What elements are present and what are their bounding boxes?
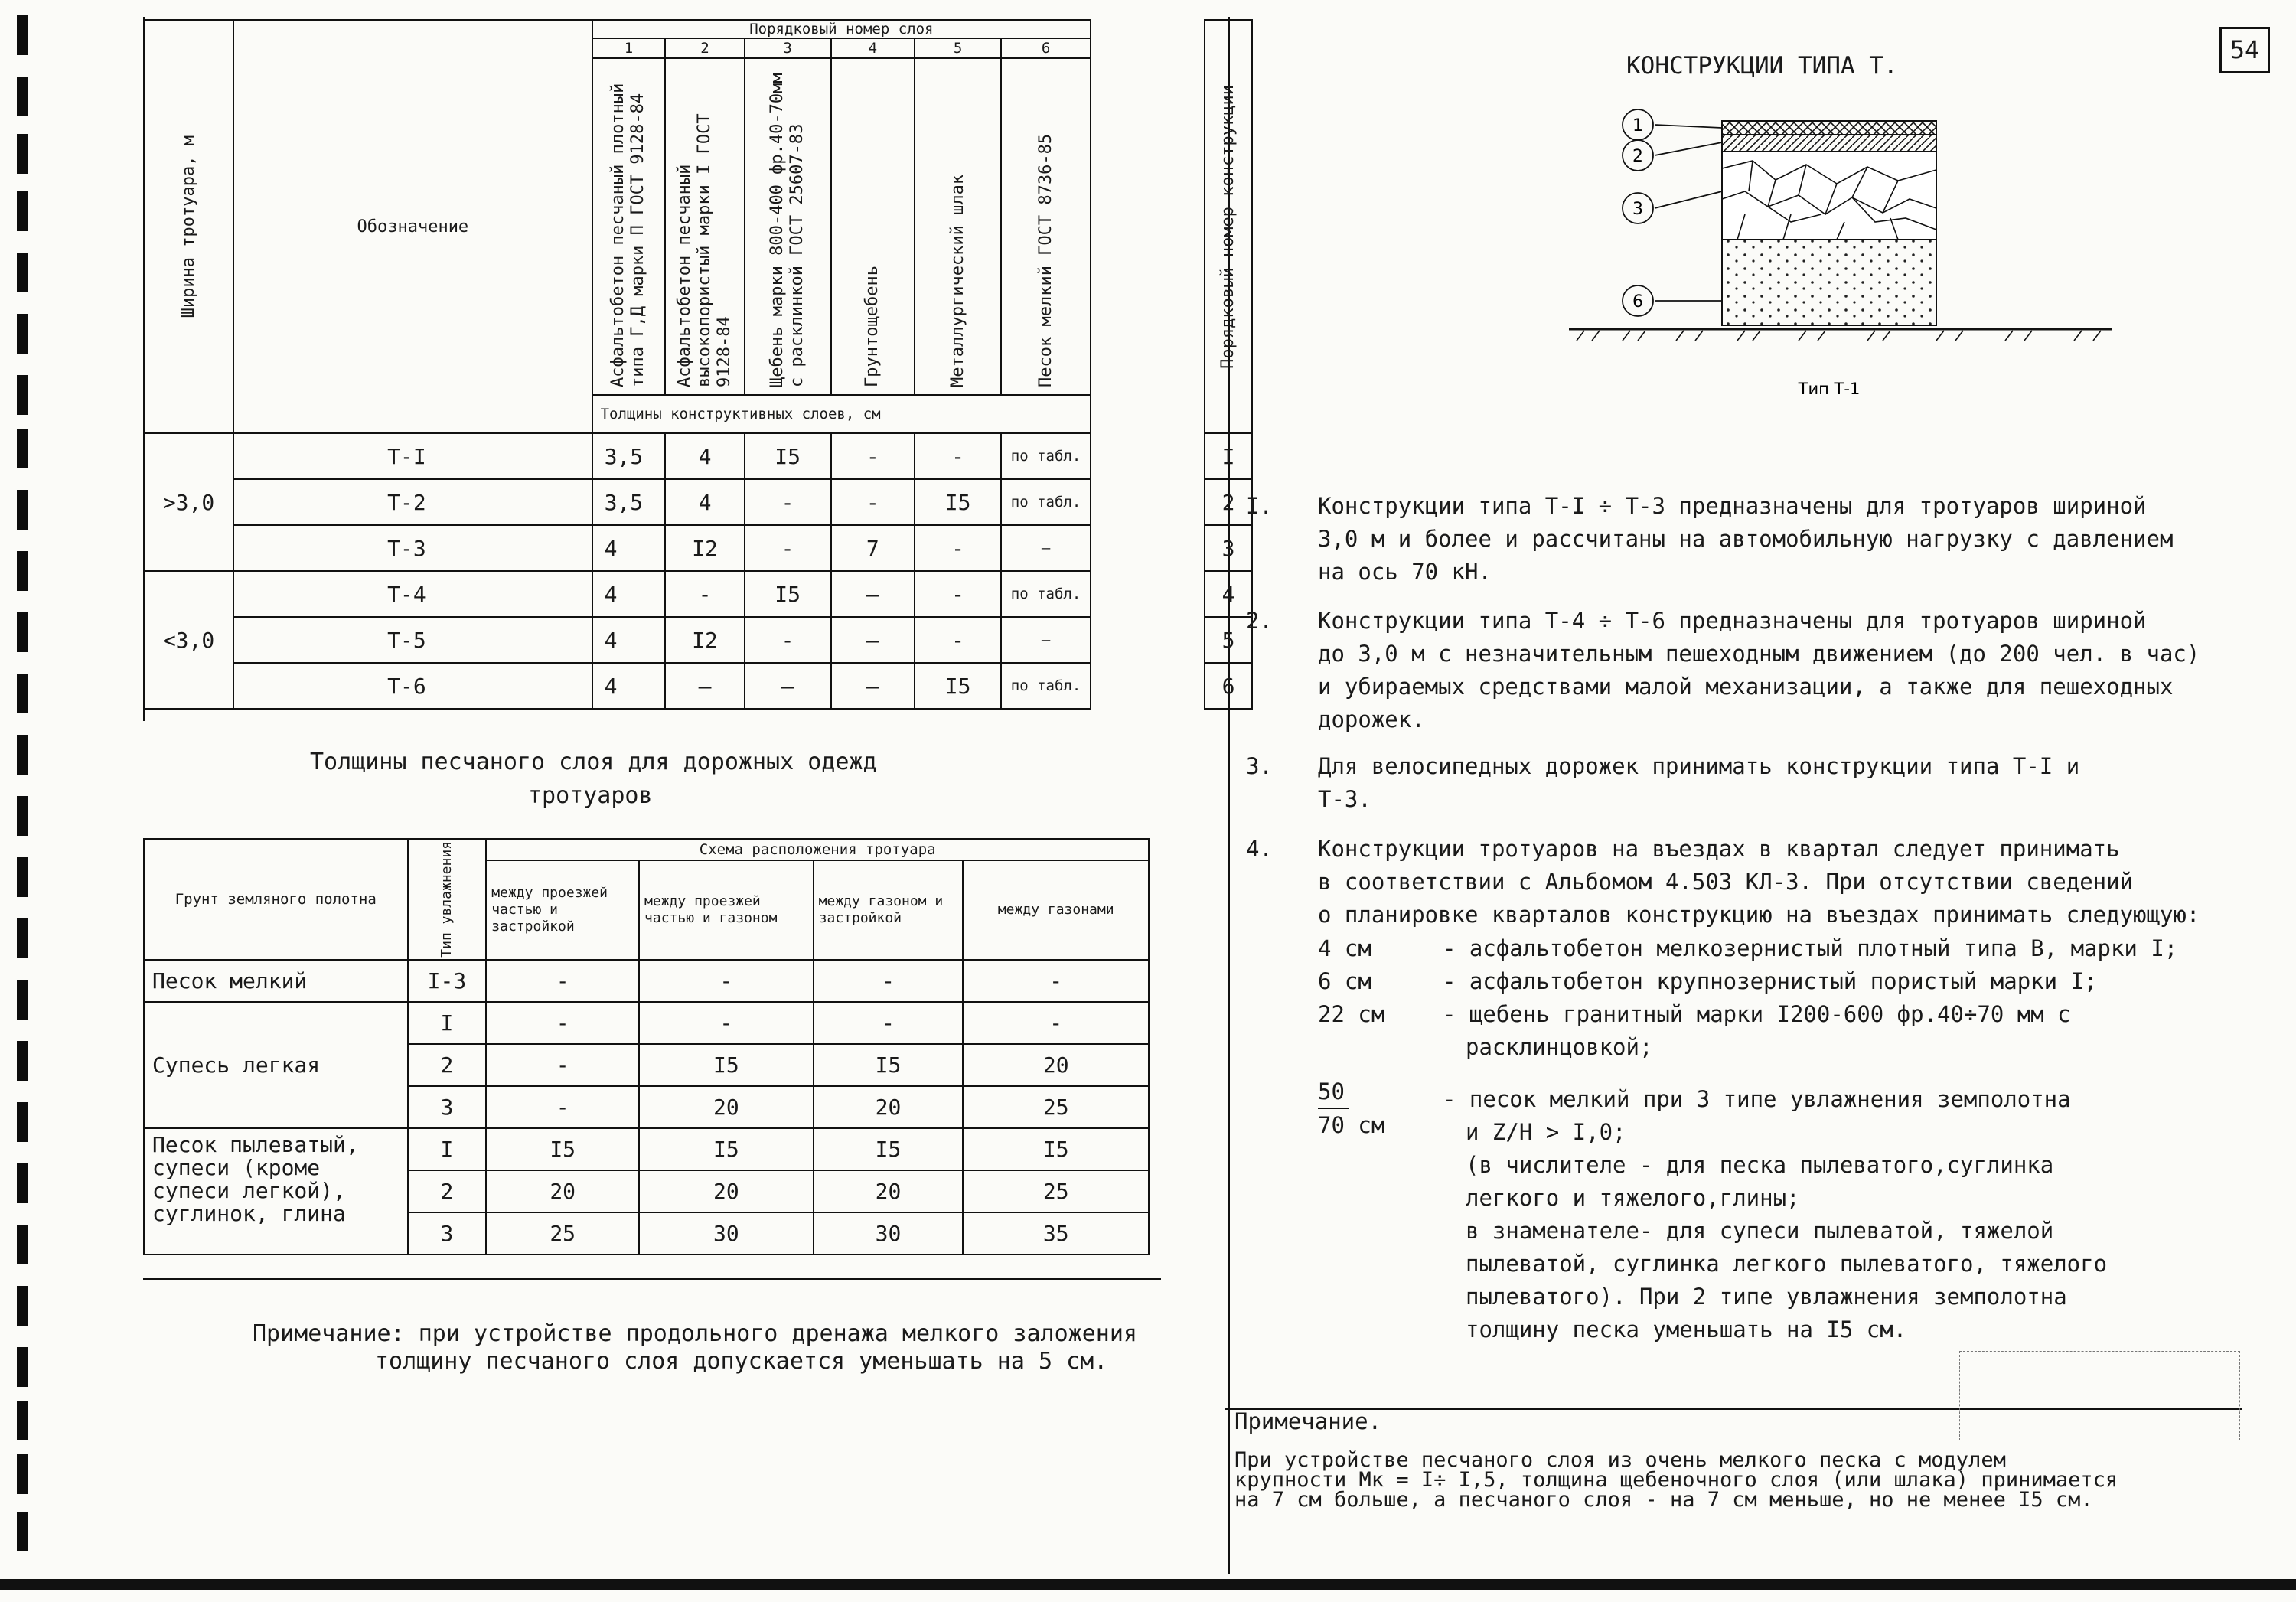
designation-header: Обозначение — [233, 20, 592, 433]
sand-thickness: I5 — [639, 1128, 814, 1170]
layer-6-sand — [1722, 240, 1936, 325]
layer-thickness: — — [1001, 525, 1091, 571]
soil-name: Песок пылеватый, супеси (кроме супеси легкой), суглинок, глина — [144, 1128, 408, 1255]
layer-name: Песок мелкий ГОСТ 8736-85 — [1001, 58, 1091, 395]
width-group: <3,0 — [144, 571, 233, 709]
item-number: 3. — [1246, 753, 1273, 779]
layer-thickness: по табл. — [1001, 479, 1091, 525]
binding-mark — [17, 551, 28, 591]
layer-name: Асфальтобетон песчаный плотный типа Г,Д марки П ГОСТ 9128-84 — [592, 58, 666, 395]
width-header: Ширина тротуара, м — [144, 20, 233, 433]
layer-thickness: по табл. — [1001, 663, 1091, 709]
item-text: 3,0 м и более и рассчитаны на автомобильную нагрузку с давлением — [1318, 526, 2174, 552]
layer-thickness: I2 — [665, 617, 744, 663]
layer-3-gravel — [1722, 152, 1936, 240]
left-bottom-line — [143, 1278, 1161, 1280]
sand-thickness: 35 — [963, 1212, 1149, 1255]
page-number: 54 — [2219, 27, 2270, 73]
binding-mark — [17, 674, 28, 713]
construction-number: 3 — [1205, 525, 1252, 571]
binding-mark — [17, 796, 28, 836]
binding-mark — [17, 134, 28, 174]
layer-number: 2 — [665, 38, 744, 58]
right-note-title: Примечание. — [1234, 1408, 1382, 1434]
sand-thickness: - — [814, 1002, 964, 1044]
left-note: Примечание: при устройстве продольного дренажа мелкого заложения толщину песчаного слоя допускается уменьшать на 5 см. — [253, 1320, 1137, 1375]
binding-mark — [17, 15, 28, 55]
binding-mark — [17, 857, 28, 897]
sand-thickness: I5 — [814, 1044, 964, 1086]
layer-thickness: - — [915, 617, 1001, 663]
marker-3: 3 — [1632, 200, 1643, 219]
binding-mark — [17, 375, 28, 415]
sand-thickness: 20 — [814, 1086, 964, 1128]
item-number: 2. — [1246, 608, 1273, 634]
width-group: >3,0 — [144, 433, 233, 571]
scheme-column: между проезжей частью и застройкой — [486, 860, 639, 960]
layer-thickness: 4 — [592, 663, 666, 709]
layer-thickness: - — [915, 571, 1001, 617]
table-row — [144, 479, 1252, 525]
item-number: I. — [1246, 493, 1273, 519]
marker-1: 1 — [1632, 116, 1643, 135]
sand-thickness: I5 — [963, 1128, 1149, 1170]
right-note: При устройстве песчаного слоя из очень мелкого песка с модулем крупности Мк = I÷ I,5, толщина щебеночного слоя (или шлака) принимается на 7 см больше, а песчаного слоя - на 7 см меньше, но не менее I5 см. — [1234, 1448, 2118, 1512]
layer-thickness: по табл. — [1001, 433, 1091, 479]
item-text: Конструкции типа Т-I ÷ Т-3 предназначены для тротуаров шириной — [1318, 493, 2147, 519]
scheme-column: между проезжей частью и газоном — [639, 860, 814, 960]
sand-thickness: I5 — [814, 1128, 964, 1170]
sand-thickness: I5 — [486, 1128, 639, 1170]
sand-layer-text: пылеватой, суглинка легкого пылеватого, тяжелого — [1466, 1251, 2108, 1277]
layer-thickness: 3,5 — [592, 433, 666, 479]
sand-thickness: - — [963, 960, 1149, 1002]
item-text: в соответствии с Альбомом 4.503 КЛ-3. При отсутствии сведений — [1318, 869, 2134, 895]
moisture-type: 3 — [408, 1086, 487, 1128]
table-row — [144, 617, 1252, 663]
layer-thickness: I5 — [745, 433, 831, 479]
layer-thickness: — — [1001, 617, 1091, 663]
marker-2: 2 — [1632, 147, 1643, 166]
layer-number: 4 — [831, 38, 915, 58]
moisture-type: 3 — [408, 1212, 487, 1255]
layer-thickness: - — [831, 479, 915, 525]
sand-layer-text: пылеватого). При 2 типе увлажнения земполотна — [1466, 1284, 2067, 1310]
construction-number: 5 — [1205, 617, 1252, 663]
moisture-type: I-3 — [408, 960, 487, 1002]
item-text: Т-3. — [1318, 786, 1371, 812]
layer-thickness: — — [831, 571, 915, 617]
sand-layer-text: - песок мелкий при 3 типе увлажнения земполотна — [1443, 1086, 2071, 1112]
binding-mark — [17, 1041, 28, 1081]
cross-section-figure — [1523, 100, 2135, 398]
table-row — [144, 960, 1149, 1002]
layer-thickness: — — [745, 663, 831, 709]
layer-name: Асфальтобетон песчаный высокопористый марки I ГОСТ 9128-84 — [665, 58, 744, 395]
layer-thickness: 4 — [592, 571, 666, 617]
sand-layer-text: (в числителе - для песка пылеватого,суглинка — [1466, 1152, 2054, 1178]
binding-mark — [17, 1225, 28, 1264]
binding-mark — [17, 490, 28, 530]
soil-name: Песок мелкий — [144, 960, 408, 1002]
layer-thickness: - — [915, 433, 1001, 479]
item-number: 4. — [1246, 836, 1273, 862]
binding-mark — [17, 429, 28, 468]
layer-1-asphalt — [1722, 121, 1936, 135]
sand-thickness: - — [486, 1044, 639, 1086]
sand-thickness: 30 — [814, 1212, 964, 1255]
binding-mark — [17, 1163, 28, 1203]
sand-thickness: - — [486, 1086, 639, 1128]
binding-mark — [17, 1286, 28, 1326]
binding-mark — [17, 735, 28, 775]
thickness-label: Толщины конструктивных слоев, см — [592, 395, 1091, 433]
layer-thickness: 4 — [665, 479, 744, 525]
stamp-box — [1959, 1351, 2240, 1440]
table-row — [144, 1128, 1149, 1170]
table-row — [144, 433, 1252, 479]
binding-mark — [17, 1102, 28, 1142]
binding-mark — [17, 191, 28, 231]
sand-thickness: 20 — [814, 1170, 964, 1212]
layer-thickness: — — [665, 663, 744, 709]
moisture-type: I — [408, 1002, 487, 1044]
construction-number: 4 — [1205, 571, 1252, 617]
item-text: до 3,0 м с незначительным пешеходным движением (до 200 чел. в час) — [1318, 641, 2200, 667]
binding-mark — [17, 1512, 28, 1551]
layer-name: Металлургический шлак — [915, 58, 1001, 395]
layer-description: расклинцовкой; — [1466, 1034, 1653, 1060]
sand-thickness: 20 — [639, 1086, 814, 1128]
item-text: на ось 70 кН. — [1318, 559, 1492, 585]
moisture-type: I — [408, 1128, 487, 1170]
layer-thickness: I2 — [665, 525, 744, 571]
sand-layer-text: толщину песка уменьшать на I5 см. — [1466, 1317, 1907, 1343]
sand-layer-text: в знаменателе- для супеси пылеватой, тяжелой — [1466, 1218, 2054, 1244]
layer-thickness: - — [915, 525, 1001, 571]
sand-thickness: 20 — [639, 1170, 814, 1212]
layer-group-header: Порядковый номер слоя — [592, 20, 1091, 38]
construction-number: 2 — [1205, 479, 1252, 525]
sand-thickness: - — [963, 1002, 1149, 1044]
layer-thickness: — — [831, 663, 915, 709]
layer-number: 1 — [592, 38, 666, 58]
construction-code: Т-6 — [233, 663, 592, 709]
layer-number: 5 — [915, 38, 1001, 58]
layer-thickness: 4 — [592, 525, 666, 571]
table-row — [144, 525, 1252, 571]
sand-thickness: - — [486, 960, 639, 1002]
layer-thickness: I5 — [915, 663, 1001, 709]
layers-table — [143, 19, 1253, 710]
layer-thickness: - — [665, 571, 744, 617]
scheme-header: Схема расположения тротуара — [486, 839, 1149, 860]
item-text: и убираемых средствами малой механизации, а также для пешеходных — [1318, 674, 2174, 700]
sand-thickness: I5 — [639, 1044, 814, 1086]
table-row — [144, 1002, 1149, 1044]
layer-thickness: 3,5 — [592, 479, 666, 525]
construction-number: I — [1205, 433, 1252, 479]
soil-name: Супесь легкая — [144, 1002, 408, 1128]
layer-thickness-value: 6 см — [1318, 968, 1371, 994]
layer-thickness-value: 4 см — [1318, 935, 1371, 961]
layer-thickness: 4 — [592, 617, 666, 663]
sand-table-title-2: тротуаров — [528, 782, 653, 809]
sand-table-title: Толщины песчаного слоя для дорожных одежд — [310, 749, 877, 775]
sand-layer-text: и Z/H > I,0; — [1466, 1119, 1626, 1145]
bottom-rule — [0, 1579, 2296, 1590]
binding-mark — [17, 1347, 28, 1387]
layer-name: Щебень марки 800-400 фр.40-70мм с расклинкой ГОСТ 25607-83 — [745, 58, 831, 395]
layer-name: Грунтощебень — [831, 58, 915, 395]
sand-thickness: - — [486, 1002, 639, 1044]
binding-mark — [17, 918, 28, 958]
binding-mark — [17, 980, 28, 1020]
constructions-heading: КОНСТРУКЦИИ ТИПА Т. — [1626, 52, 1898, 80]
sand-thickness-table — [143, 838, 1150, 1255]
construction-code: Т-5 — [233, 617, 592, 663]
scheme-column: между газонами — [963, 860, 1149, 960]
item-text: Конструкции тротуаров на въездах в квартал следует принимать — [1318, 836, 2120, 862]
figure-caption: Тип Т-1 — [1798, 380, 1861, 398]
construction-code: Т-3 — [233, 525, 592, 571]
fraction: 50 70 см — [1318, 1075, 1384, 1141]
item-text: Конструкции типа Т-4 ÷ Т-6 предназначены для тротуаров шириной — [1318, 608, 2147, 634]
soil-header: Грунт земляного полотна — [144, 839, 408, 960]
construction-code: Т-2 — [233, 479, 592, 525]
item-text: Для велосипедных дорожек принимать конструкции типа Т-I и — [1318, 753, 2080, 779]
binding-mark — [17, 77, 28, 116]
layer-description: - асфальтобетон мелкозернистый плотный типа В, марки I; — [1443, 935, 2178, 961]
scheme-column: между газоном и застройкой — [814, 860, 964, 960]
layer-thickness: по табл. — [1001, 571, 1091, 617]
construction-number: 6 — [1205, 663, 1252, 709]
binding-mark — [17, 1454, 28, 1494]
layer-thickness: - — [745, 479, 831, 525]
layer-description: - щебень гранитный марки I200-600 фр.40÷70 мм с — [1443, 1001, 2071, 1027]
sand-thickness: - — [639, 1002, 814, 1044]
layer-description: - асфальтобетон крупнозернистый пористый марки I; — [1443, 968, 2098, 994]
moisture-type: 2 — [408, 1044, 487, 1086]
layer-thickness-value: 22 см — [1318, 1001, 1385, 1027]
order-header: Порядковый номер конструкции — [1205, 20, 1252, 433]
sand-thickness: 25 — [963, 1170, 1149, 1212]
construction-code: Т-4 — [233, 571, 592, 617]
binding-mark — [17, 1401, 28, 1440]
binding-mark — [17, 314, 28, 354]
layer-number: 6 — [1001, 38, 1091, 58]
layer-thickness: I5 — [915, 479, 1001, 525]
layer-thickness: 7 — [831, 525, 915, 571]
construction-code: Т-I — [233, 433, 592, 479]
table-row — [144, 663, 1252, 709]
layer-number: 3 — [745, 38, 831, 58]
layer-thickness: 4 — [665, 433, 744, 479]
moisture-header: Тип увлажнения — [408, 839, 487, 960]
sand-thickness: 20 — [486, 1170, 639, 1212]
table-row — [144, 571, 1252, 617]
marker-6: 6 — [1632, 292, 1643, 312]
layer-thickness: - — [831, 433, 915, 479]
sand-thickness: - — [639, 960, 814, 1002]
layer-2-asphalt — [1722, 135, 1936, 152]
moisture-type: 2 — [408, 1170, 487, 1212]
layer-thickness: I5 — [745, 571, 831, 617]
sand-layer-text: легкого и тяжелого,глины; — [1466, 1185, 1800, 1211]
sand-thickness: - — [814, 960, 964, 1002]
binding-mark — [17, 612, 28, 652]
layer-thickness: — — [831, 617, 915, 663]
sand-thickness: 30 — [639, 1212, 814, 1255]
sand-thickness: 20 — [963, 1044, 1149, 1086]
layer-thickness: - — [745, 525, 831, 571]
layer-thickness: - — [745, 617, 831, 663]
binding-mark — [17, 253, 28, 292]
sand-thickness: 25 — [486, 1212, 639, 1255]
item-text: дорожек. — [1318, 706, 1425, 732]
sand-thickness: 25 — [963, 1086, 1149, 1128]
item-text: о планировке кварталов конструкцию на въездах принимать следующую: — [1318, 902, 2200, 928]
